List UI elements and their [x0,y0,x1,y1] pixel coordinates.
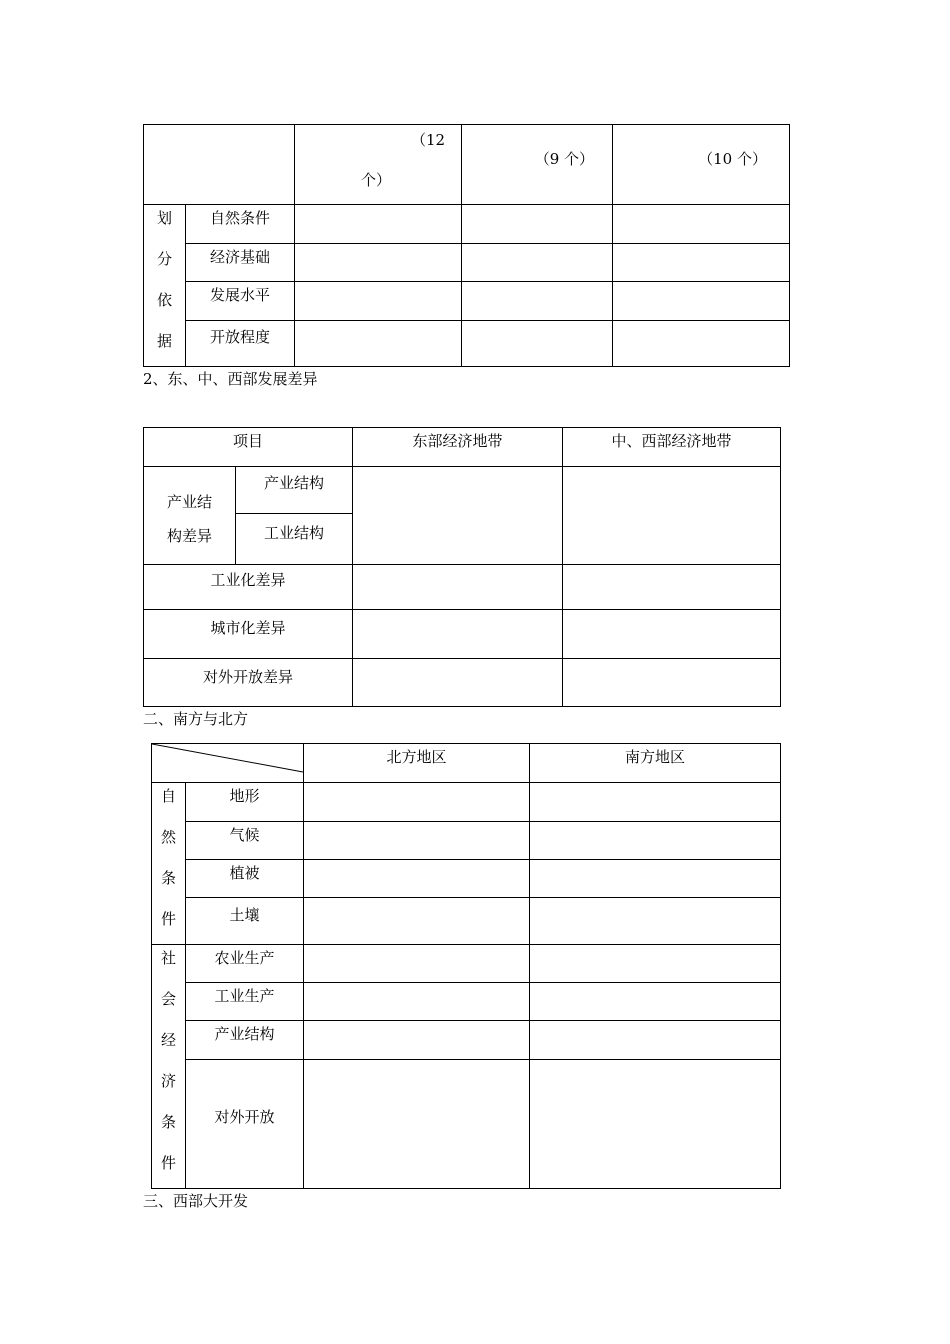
table3-group2-char: 会 [160,990,176,1008]
table1-cell [462,244,613,282]
table2-cell [563,610,781,659]
table1-cell [613,205,790,244]
table1-cell [295,244,462,282]
table1-header-west [613,125,790,205]
table2-row-label: 产业结构 [236,467,353,514]
table3-group2-char: 经 [160,1031,176,1049]
table2-cell [353,610,563,659]
table3-row-label: 地形 [186,783,304,822]
table1-header-east-line2: 个） [361,171,392,189]
table3-header-south: 南方地区 [530,744,781,783]
table3-row-label: 植被 [186,860,304,898]
table1-header-central [462,125,613,205]
table1-cell [462,321,613,367]
table2-cell [353,565,563,610]
table3-cell [304,1021,530,1060]
table3-cell [530,898,781,945]
table2-group-label [144,467,236,565]
table1-row-label: 发展水平 [186,282,295,321]
table2-cell [563,659,781,707]
table1-row-label: 自然条件 [186,205,295,244]
table3-group1-label [152,783,186,945]
table2-cell [563,467,781,565]
table3-group2-char: 条 [160,1113,176,1131]
section-heading-north-south: 二、南方与北方 [143,710,249,728]
table3-cell [304,822,530,860]
table3-cell [304,983,530,1021]
table2-row-label: 城市化差异 [144,610,353,659]
table2-row-label: 工业化差异 [144,565,353,610]
table1-header-east [295,125,462,205]
table3-group2-char: 社 [160,949,176,967]
table3-cell [304,1060,530,1189]
table3-row-label: 气候 [186,822,304,860]
table3-group2-label [152,945,186,1189]
table3-header-north: 北方地区 [304,744,530,783]
table1-group-char: 依 [156,291,172,309]
table3-cell [304,783,530,822]
table1-cell [613,321,790,367]
table3-row-label: 对外开放 [186,1060,304,1189]
table2-row-label: 对外开放差异 [144,659,353,707]
table2-cell [563,565,781,610]
table-north-south [151,743,781,1189]
table3-cell [530,1021,781,1060]
table1-row-label: 开放程度 [186,321,295,367]
table3-group1-char: 件 [160,910,176,928]
table1-header-central-text: （9 个） [534,150,594,168]
table2-row-label: 工业结构 [236,514,353,565]
table-east-central-west-differences [143,427,781,707]
table1-cell [295,205,462,244]
table3-row-label: 产业结构 [186,1021,304,1060]
table1-header-east-line1: （12 [411,131,446,149]
table1-group-char: 划 [156,209,172,227]
table2-group-line: 产业结 [166,493,212,511]
table3-group1-char: 自 [160,787,176,805]
table1-header-west-text: （10 个） [698,150,767,168]
table-regions-division [143,124,790,367]
table1-group-char: 分 [156,250,172,268]
table2-cell [353,467,563,565]
table3-cell [530,945,781,983]
section-heading-east-central-west: 2、东、中、西部发展差异 [143,370,318,388]
table1-row-label: 经济基础 [186,244,295,282]
table3-diagonal-header [152,744,304,783]
table1-cell [462,205,613,244]
section-heading-west-development: 三、西部大开发 [143,1192,249,1210]
table1-cell [613,244,790,282]
table3-cell [530,822,781,860]
table3-group2-char: 济 [160,1072,176,1090]
diagonal-line [152,744,304,783]
table3-cell [304,898,530,945]
table1-cell [613,282,790,321]
table3-group1-char: 条 [160,869,176,887]
table3-cell [530,983,781,1021]
table3-row-label: 工业生产 [186,983,304,1021]
table1-cell [295,282,462,321]
table1-group-char: 据 [156,332,172,350]
table2-header-east: 东部经济地带 [353,428,563,467]
table3-group1-char: 然 [160,828,176,846]
table1-group-label [144,205,186,367]
table1-header-blank [144,125,295,205]
table3-row-label: 农业生产 [186,945,304,983]
table2-header-central-west: 中、西部经济地带 [563,428,781,467]
table1-cell [295,321,462,367]
table3-cell [530,783,781,822]
table3-cell [304,860,530,898]
table3-row-label: 土壤 [186,898,304,945]
table3-cell [304,945,530,983]
table2-header-item: 项目 [144,428,353,467]
table1-cell [462,282,613,321]
table3-cell [530,860,781,898]
table3-cell [530,1060,781,1189]
table3-group2-char: 件 [160,1154,176,1172]
table2-group-line: 构差异 [166,527,212,545]
table2-cell [353,659,563,707]
